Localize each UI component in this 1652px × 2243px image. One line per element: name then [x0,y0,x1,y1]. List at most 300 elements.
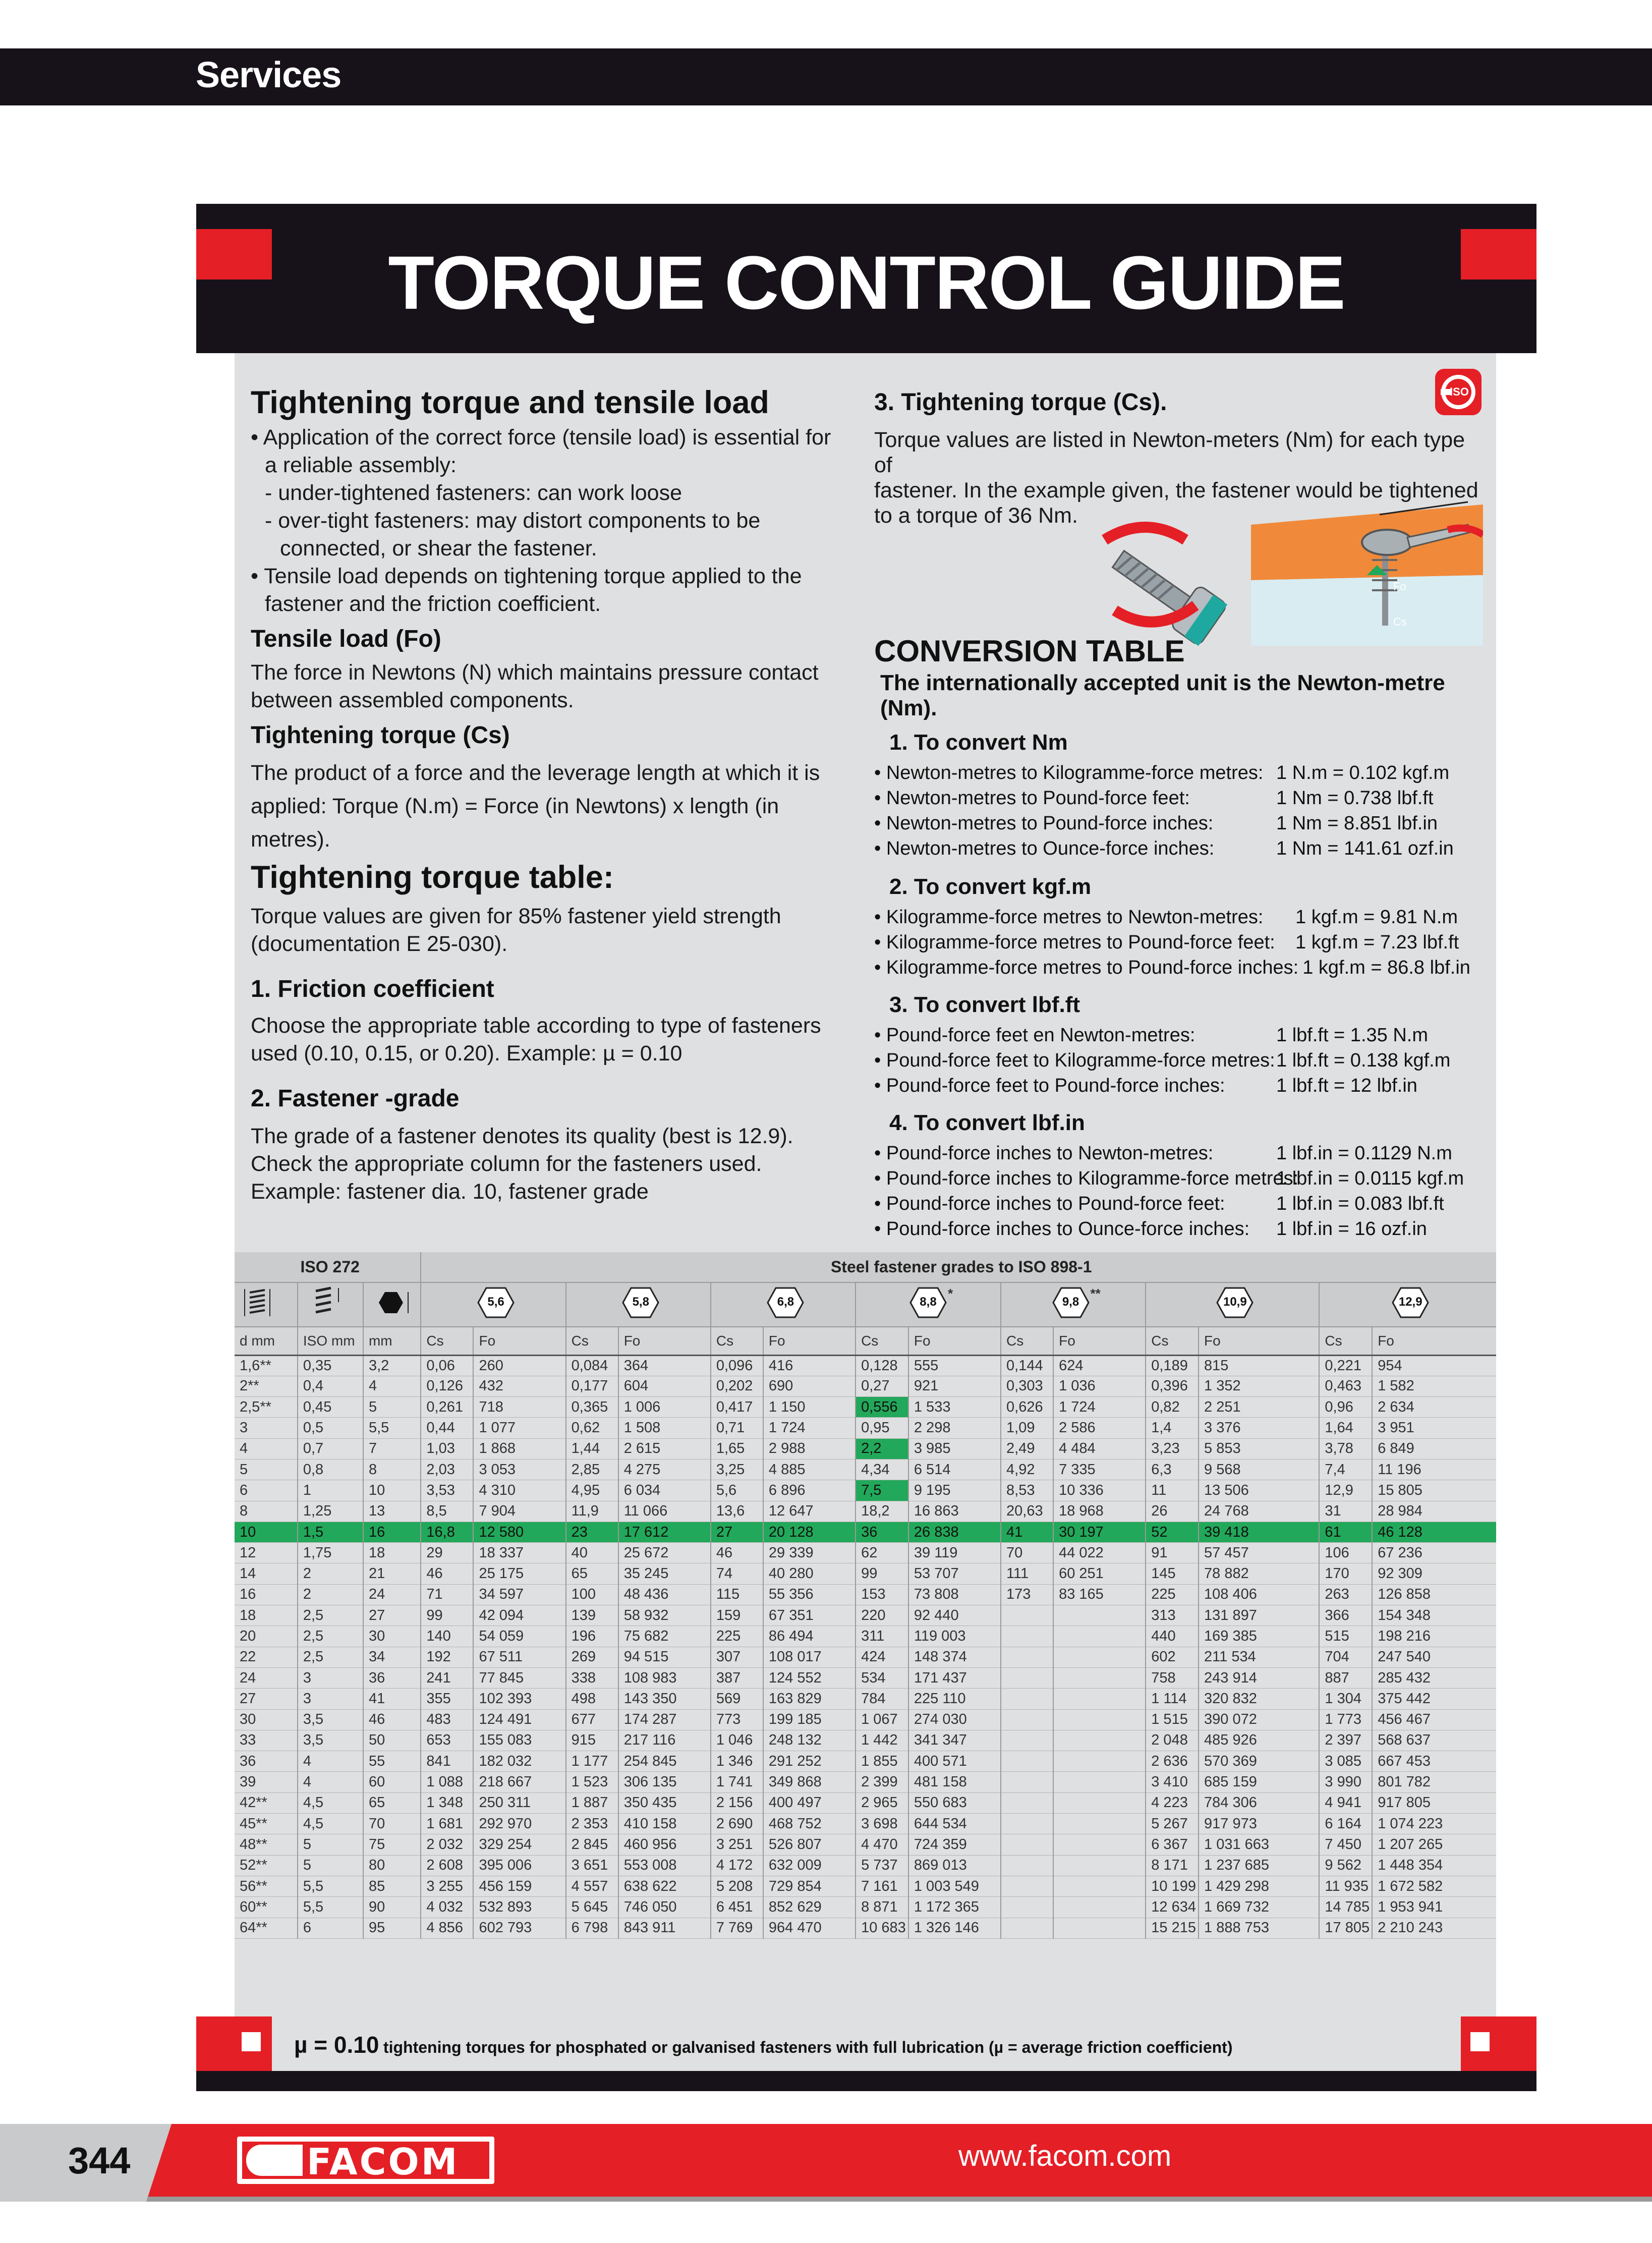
table-cell: 95 [363,1918,421,1938]
torque-table [235,1252,1496,1939]
table-cell: 23 [566,1522,618,1542]
corner-deco-bl-b [196,2071,272,2091]
grade-cell [856,1282,1001,1327]
grade-label: 5,6 [487,1295,504,1309]
table-row [235,1855,1496,1876]
table-cell: 1 036 [1053,1376,1146,1396]
table-cell: 481 158 [908,1772,1001,1792]
table-cell: 3,2 [363,1355,421,1376]
table-cell: 3,5 [298,1730,363,1751]
conversion-value: 1 Nm = 8.851 lbf.in [1276,813,1438,834]
table-cell: 8 171 [1146,1855,1199,1876]
table-cell: 5 208 [711,1876,763,1896]
text-line: applied: Torque (N.m) = Force (in Newtons) x length (in metres). [251,794,779,852]
table-cell: 54 059 [473,1626,565,1647]
table-cell: 460 956 [618,1834,711,1855]
table-cell: 225 [1146,1584,1199,1605]
table-cell: 92 440 [908,1605,1001,1626]
table-cell: 432 [473,1376,565,1396]
table-cell: 329 254 [473,1834,565,1855]
table-cell: 143 350 [618,1689,711,1709]
table-cell: 16 [363,1522,421,1542]
conversion-section [874,634,1487,1242]
table-cell: 0,126 [421,1376,473,1396]
table-row [235,1709,1496,1730]
conversion-row [874,1166,1487,1191]
table-cell: 1 046 [711,1730,763,1751]
table-cell: 26 [1146,1501,1199,1522]
table-cell: 48** [235,1834,298,1855]
table-cell: 52 [1146,1522,1199,1542]
table-cell: 3 985 [908,1438,1001,1459]
table-cell: 5 853 [1199,1438,1319,1459]
table-cell: 852 629 [763,1897,856,1918]
table-cell: 9 568 [1199,1459,1319,1480]
table-cell: 0,096 [711,1355,763,1376]
table-cell: 1 346 [711,1751,763,1772]
grade-hex-icon [1215,1286,1255,1319]
table-cell: 0,45 [298,1397,363,1418]
table-cell: 0,95 [856,1418,908,1438]
table-cell: 400 571 [908,1751,1001,1772]
table-cell: 124 552 [763,1667,856,1688]
grade-label: 5,8 [632,1295,649,1309]
table-cell: 274 030 [908,1709,1001,1730]
corner-square-tl [242,247,261,266]
table-cell [1001,1667,1053,1688]
table-cell: 1 006 [618,1397,711,1418]
table-cell: 30 [235,1709,298,1730]
table-cell: 0,189 [1146,1355,1199,1376]
table-cell: 46 [421,1563,473,1584]
conversion-row [874,811,1487,836]
table-cell: 6 798 [566,1918,618,1938]
table-cell: 0,365 [566,1397,618,1418]
table-cell: 306 135 [618,1772,711,1792]
table-cell: 2 032 [421,1834,473,1855]
column-head: Fo [1053,1327,1146,1355]
cs-text [251,756,851,856]
table-cell: 3 [235,1418,298,1438]
table-cell: 9 562 [1319,1855,1372,1876]
table-cell: 12 634 [1146,1897,1199,1918]
table-cell: 5 [235,1459,298,1480]
table-cell: 90 [363,1897,421,1918]
conversion-row [874,1141,1487,1166]
table-cell: 4 [298,1772,363,1792]
table-cell: 18 [235,1605,298,1626]
table-cell: 198 216 [1372,1626,1496,1647]
table-cell: 225 [711,1626,763,1647]
table-cell: 0,261 [421,1397,473,1418]
grade-text [251,1123,851,1206]
table-cell [1053,1667,1146,1688]
table-cell: 729 854 [763,1876,856,1896]
conversion-value: 1 lbf.ft = 12 lbf.in [1276,1075,1417,1096]
corner-deco-br-b [1461,2071,1536,2091]
table-cell: 40 [566,1543,618,1563]
conversion-row [874,786,1487,811]
table-cell: 15 215 [1146,1918,1199,1938]
table-row [235,1501,1496,1522]
table-cell: 1,09 [1001,1418,1053,1438]
table-cell: 569 [711,1689,763,1709]
table-cell: 2 636 [1146,1751,1199,1772]
table-cell: 20 [235,1626,298,1647]
table-cell: 2,49 [1001,1438,1053,1459]
table-cell [1053,1626,1146,1647]
column-head: Fo [618,1327,711,1355]
table-cell: 5 [298,1855,363,1876]
table-cell: 18 [363,1543,421,1563]
facom-logo [237,2137,504,2187]
grade-cell [1001,1282,1146,1327]
table-cell: 313 [1146,1605,1199,1626]
table-cell: 57 457 [1199,1543,1319,1563]
grade-cell [711,1282,856,1327]
table-cell: 61 [1319,1522,1372,1542]
table-cell: 159 [711,1605,763,1626]
text-line: Check the appropriate column for the fasteners used. [251,1152,762,1176]
table-cell: 410 158 [618,1814,711,1834]
column-head: Fo [908,1327,1001,1355]
table-row [235,1418,1496,1438]
table-cell: 3 376 [1199,1418,1319,1438]
footnote [294,2031,1232,2058]
text-line: Torque values are listed in Newton-meters (Nm) for each type of [874,428,1465,477]
column-head: Fo [1199,1327,1319,1355]
heading-grade: 2. Fastener -grade [251,1085,460,1112]
table-cell: 7 769 [711,1918,763,1938]
table-cell: 3 698 [856,1814,908,1834]
table-cell: 526 807 [763,1834,856,1855]
table-cell: 1 741 [711,1772,763,1792]
table-cell [1053,1814,1146,1834]
grade-hex-icon [766,1286,805,1319]
table-cell: 67 236 [1372,1543,1496,1563]
table-cell: 307 [711,1647,763,1667]
table-cell: 85 [363,1876,421,1896]
table-cell: 5 [363,1397,421,1418]
conversion-label: • Newton-metres to Kilogramme-force metres: [874,762,1264,783]
table-cell: 70 [1001,1543,1053,1563]
table-cell: 100 [566,1584,618,1605]
table-row [235,1584,1496,1605]
table-cell: 954 [1372,1355,1496,1376]
table-cell: 0,417 [711,1397,763,1418]
conversion-value: 1 lbf.in = 16 ozf.in [1276,1218,1427,1240]
table-cell: 29 339 [763,1543,856,1563]
table-cell: 217 116 [618,1730,711,1751]
thread-icon [235,1282,298,1327]
corner-deco-tr-b [1461,204,1536,229]
table-cell: 131 897 [1199,1605,1319,1626]
table-cell: 1 724 [763,1418,856,1438]
bullet-line: fastener and the friction coefficient. [265,592,601,616]
conversion-value: 1 lbf.in = 0.1129 N.m [1276,1143,1452,1164]
table-cell [1001,1751,1053,1772]
table-row [235,1480,1496,1501]
table-cell: 1 442 [856,1730,908,1751]
table-cell: 2,5 [298,1605,363,1626]
table-cell: 0,7 [298,1438,363,1459]
table-cell: 1 681 [421,1814,473,1834]
table-cell: 887 [1319,1667,1372,1688]
table-cell [1053,1918,1146,1938]
table-cell: 22 [235,1647,298,1667]
table-cell [1053,1772,1146,1792]
table-cell: 263 [1319,1584,1372,1605]
table-row [235,1834,1496,1855]
grade-label: 9,8 [1062,1295,1079,1309]
column-head: Cs [856,1327,908,1355]
conversion-label: • Kilogramme-force metres to Pound-force feet: [874,932,1275,953]
table-cell: 1 672 582 [1372,1876,1496,1896]
table-row [235,1397,1496,1418]
conversion-label: • Kilogramme-force metres to Pound-force inches: [874,957,1299,978]
conversion-label: • Pound-force inches to Pound-force feet: [874,1193,1225,1214]
table-row [235,1376,1496,1396]
table-cell: 16 863 [908,1501,1001,1522]
table-cell: 2 251 [1199,1397,1319,1418]
table-cell: 145 [1146,1563,1199,1584]
table-cell: 55 [363,1751,421,1772]
table-cell: 7 450 [1319,1834,1372,1855]
table-cell: 250 311 [473,1792,565,1813]
table-cell: 108 406 [1199,1584,1319,1605]
table-cell: 4 470 [856,1834,908,1855]
table-cell: 4 [235,1438,298,1459]
pitch-icon [298,1282,363,1327]
table-cell: 243 914 [1199,1667,1319,1688]
heading-tightening: Tightening torque and tensile load [251,385,769,420]
table-cell: 1 773 [1319,1709,1372,1730]
table-cell: 3,23 [1146,1438,1199,1459]
table-cell: 4 223 [1146,1792,1199,1813]
table-cell: 0,82 [1146,1397,1199,1418]
table-cell: 3 085 [1319,1751,1372,1772]
conversion-row [874,836,1487,861]
table-cell: 4,5 [298,1792,363,1813]
table-cell: 8 [235,1501,298,1522]
table-cell: 602 793 [473,1918,565,1938]
table-cell: 4 557 [566,1876,618,1896]
table-cell: 11 935 [1319,1876,1372,1896]
table-cell: 106 [1319,1543,1372,1563]
footer-url[interactable]: www.facom.com [958,2140,1172,2172]
table-cell [1001,1689,1053,1709]
table-cell: 36 [235,1751,298,1772]
table-cell [1053,1751,1146,1772]
column-head: Fo [1372,1327,1496,1355]
table-cell: 5,6 [711,1480,763,1501]
table-cell: 1 114 [1146,1689,1199,1709]
table-cell: 1 868 [473,1438,565,1459]
table-cell: 456 159 [473,1876,565,1896]
table-cell: 124 491 [473,1709,565,1730]
table-cell: 46 128 [1372,1522,1496,1542]
table-cell: 199 185 [763,1709,856,1730]
table-cell: 46 [363,1709,421,1730]
table-cell: 35 245 [618,1563,711,1584]
text-line: used (0.10, 0.15, or 0.20). Example: µ = 0.10 [251,1041,682,1066]
table-cell: 2 615 [618,1438,711,1459]
table-cell: 338 [566,1667,618,1688]
table-cell: 311 [856,1626,908,1647]
table-cell: 1 888 753 [1199,1918,1319,1938]
text-line: fastener. In the example given, the fastener would be tightened [874,478,1478,502]
table-cell [1001,1855,1053,1876]
table-cell: 34 [363,1647,421,1667]
table-cell: 0,463 [1319,1376,1372,1396]
table-cell: 18 337 [473,1543,565,1563]
table-cell: 515 [1319,1626,1372,1647]
table-cell: 30 [363,1626,421,1647]
column-head: ISO mm [298,1327,363,1355]
table-cell: 14 [235,1563,298,1584]
table-cell: 390 072 [1199,1709,1319,1730]
page-title: TORQUE CONTROL GUIDE [388,240,1345,325]
table-cell: 1 855 [856,1751,908,1772]
table-cell: 7,5 [856,1480,908,1501]
table-cell [1001,1709,1053,1730]
table-cell: 1,75 [298,1543,363,1563]
table-cell: 3 [298,1667,363,1688]
table-cell: 1,64 [1319,1418,1372,1438]
table-row [235,1459,1496,1480]
table-cell: 387 [711,1667,763,1688]
table-cell: 0,44 [421,1418,473,1438]
table-cell: 24 768 [1199,1501,1319,1522]
table-cell: 18,2 [856,1501,908,1522]
table-cell: 456 467 [1372,1709,1496,1730]
conversion-label: • Newton-metres to Pound-force feet: [874,788,1190,809]
table-cell: 182 032 [473,1751,565,1772]
conversion-label: • Pound-force inches to Newton-metres: [874,1143,1214,1164]
table-cell: 50 [363,1730,421,1751]
table-cell: 91 [1146,1543,1199,1563]
text-line: between assembled components. [251,688,574,712]
table-cell: 12,9 [1319,1480,1372,1501]
table-cell: 7,4 [1319,1459,1372,1480]
table-cell [1001,1605,1053,1626]
conversion-label: • Pound-force feet to Pound-force inches: [874,1075,1225,1096]
table-cell: 108 983 [618,1667,711,1688]
table-cell: 39 [235,1772,298,1792]
table-cell: 1 067 [856,1709,908,1730]
table-cell: 13 [363,1501,421,1522]
table-cell: 0,128 [856,1355,908,1376]
conversion-row [874,1048,1487,1073]
table-cell: 1 304 [1319,1689,1372,1709]
grade-label: 6,8 [777,1295,794,1309]
table-cell: 1 348 [421,1792,473,1813]
torque-illustration [1085,494,1483,646]
table-cell: 17 805 [1319,1918,1372,1938]
table-cell: 0,396 [1146,1376,1199,1396]
table-cell: 8 [363,1459,421,1480]
table-cell: 4,34 [856,1459,908,1480]
table-cell [1001,1647,1053,1667]
table-cell: 5 737 [856,1855,908,1876]
table-cell: 1 150 [763,1397,856,1418]
table-cell: 7 [363,1438,421,1459]
table-cell [1001,1792,1053,1813]
grade-cell [1146,1282,1319,1327]
table-cell: 291 252 [763,1751,856,1772]
table-cell: 55 356 [763,1584,856,1605]
table-cell: 1 669 732 [1199,1897,1319,1918]
table-cell: 13 506 [1199,1480,1319,1501]
section-bar [0,48,1652,105]
table-cell: 4,95 [566,1480,618,1501]
grade-cell [1319,1282,1496,1327]
table-cell: 3 651 [566,1855,618,1876]
table-cell: 33 [235,1730,298,1751]
title-bar [196,204,1536,353]
table-cell: 17 612 [618,1522,711,1542]
heading-conversion: CONVERSION TABLE [874,634,1185,668]
table-icon-row [235,1282,1496,1327]
table-cell: 75 [363,1834,421,1855]
grade-hex-icon [621,1286,660,1319]
table-row [235,1814,1496,1834]
column-head: Cs [566,1327,618,1355]
table-cell: 60** [235,1897,298,1918]
table-column-heads [235,1327,1496,1355]
table-cell: 65 [363,1792,421,1813]
table-cell: 60 [363,1772,421,1792]
table-cell: 0,4 [298,1376,363,1396]
table-row [235,1772,1496,1792]
text-line: The product of a force and the leverage length at which it is [251,761,820,785]
table-cell: 42** [235,1792,298,1813]
table-cell: 196 [566,1626,618,1647]
table-cell: 7 161 [856,1876,908,1896]
table-cell: 60 251 [1053,1563,1146,1584]
table-cell: 0,556 [856,1397,908,1418]
conversion-value: 1 lbf.ft = 1.35 N.m [1276,1025,1428,1046]
table-cell: 632 009 [763,1855,856,1876]
table-cell: 644 534 [908,1814,1001,1834]
table-cell: 2 298 [908,1418,1001,1438]
table-cell: 395 006 [473,1855,565,1876]
table-cell: 148 374 [908,1647,1001,1667]
table-cell: 915 [566,1730,618,1751]
table-cell: 192 [421,1647,473,1667]
conversion-value: 1 kgf.m = 7.23 lbf.ft [1295,932,1459,953]
table-cell: 801 782 [1372,1772,1496,1792]
conversion-value: 1 kgf.m = 86.8 lbf.in [1302,957,1470,978]
conversion-label: • Pound-force inches to Ounce-force inches: [874,1218,1250,1240]
table-cell: 2 586 [1053,1418,1146,1438]
table-cell: 77 845 [473,1667,565,1688]
table-cell: 1 326 146 [908,1918,1001,1938]
bullet-line: • Application of the correct force (tensile load) is essential for [251,425,831,450]
table-cell: 25 672 [618,1543,711,1563]
fo-text [251,659,851,714]
table-cell: 3 [298,1689,363,1709]
table-cell: 126 858 [1372,1584,1496,1605]
table-row [235,1876,1496,1896]
table-cell: 1,25 [298,1501,363,1522]
table-cell: 140 [421,1626,473,1647]
table-row [235,1792,1496,1813]
table-cell: 1,5 [298,1522,363,1542]
table-cell: 4 275 [618,1459,711,1480]
table-cell: 6 034 [618,1480,711,1501]
table-cell: 2,2 [856,1438,908,1459]
